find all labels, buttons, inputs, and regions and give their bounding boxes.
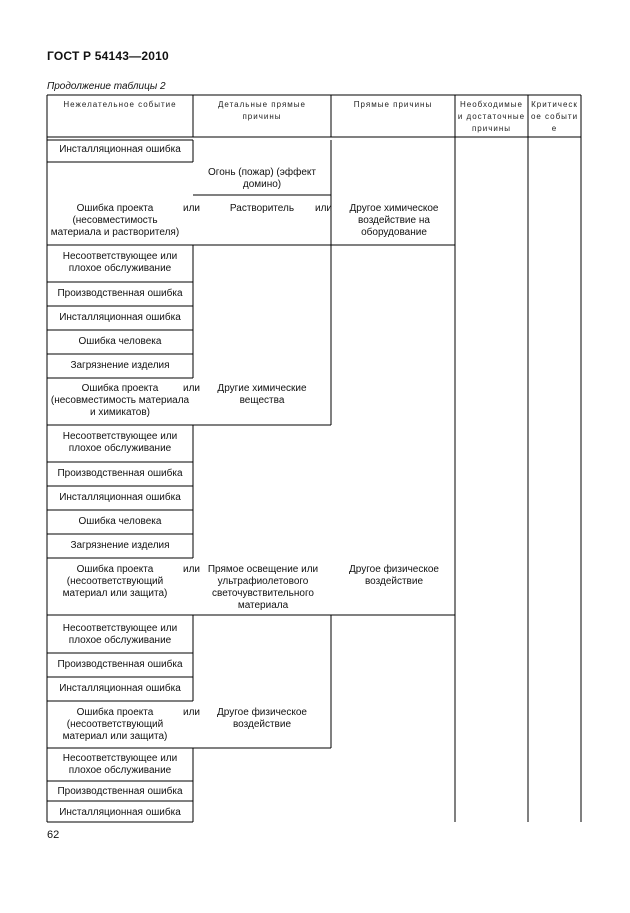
table-cell: Инсталляционная ошибка [59, 683, 181, 694]
table-cell: Ошибка проекта (несоответствующий материал или защита) [62, 564, 168, 599]
col-header-necessary-sufficient: Необходимые и достаточные причины [457, 100, 526, 133]
table-cell: Инсталляционная ошибка [59, 144, 181, 155]
table-cell: Другие химические вещества [217, 383, 307, 406]
document-code: ГОСТ Р 54143—2010 [47, 49, 169, 63]
col-header-detailed-direct-causes: Детальные прямые причины [217, 100, 307, 121]
table-cell: Другое физическое воздействие [217, 707, 307, 730]
table-cell: Производственная ошибка [57, 288, 183, 299]
col-header-critical-event: Критическое событие [530, 100, 579, 133]
table-cell: Несоответствующее или плохое обслуживание [62, 623, 178, 646]
table-cell: Растворитель [229, 203, 295, 214]
table-cell: Производственная ошибка [57, 786, 183, 797]
table-cell: Производственная ошибка [57, 659, 183, 670]
table-cell: Инсталляционная ошибка [59, 492, 181, 503]
table-cell: Несоответствующее или плохое обслуживание [62, 753, 178, 776]
table-cell: Несоответствующее или плохое обслуживание [62, 251, 178, 274]
table-cell: Инсталляционная ошибка [59, 312, 181, 323]
table-cell: Загрязнение изделия [70, 540, 170, 551]
table-cell: Производственная ошибка [57, 468, 183, 479]
table-cell: или [183, 707, 201, 718]
table-cell: Прямое освещение или ультрафиолетового светочувствительного материала [207, 564, 319, 611]
table-cell: Ошибка проекта (несоответствующий материал или защита) [62, 707, 168, 742]
table-cell: Несоответствующее или плохое обслуживание [62, 431, 178, 454]
table-cell: Другое химическое воздействие на оборудование [349, 203, 439, 238]
table-cell: Загрязнение изделия [70, 360, 170, 371]
table-cell: Ошибка проекта (несовместимость материала и растворителя) [50, 203, 180, 238]
table-cell: Ошибка проекта (несовместимость материала и химикатов) [50, 383, 190, 418]
table-cell: или [183, 564, 201, 575]
table-cell: или [183, 203, 201, 214]
table-cell: Ошибка человека [78, 516, 162, 527]
table-cell: или [183, 383, 201, 394]
table-cell: или [315, 203, 333, 214]
table-continuation-caption: Продолжение таблицы 2 [47, 81, 166, 92]
table-cell: Инсталляционная ошибка [59, 807, 181, 818]
col-header-undesired-event: Нежелательное событие [63, 100, 177, 109]
table-cell: Другое физическое воздействие [349, 564, 439, 587]
col-header-direct-causes: Прямые причины [353, 100, 433, 109]
table-cell: Ошибка человека [78, 336, 162, 347]
table-cell: Огонь (пожар) (эффект домино) [208, 167, 316, 190]
page-number: 62 [47, 829, 60, 841]
